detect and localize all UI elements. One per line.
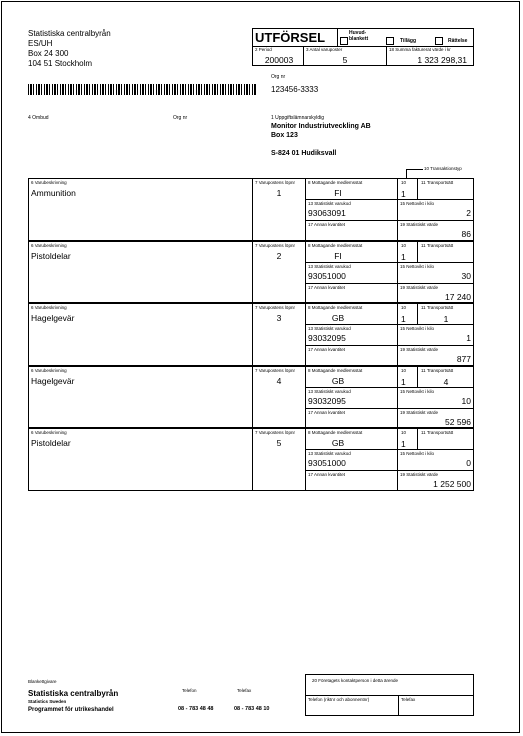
item-transaction-type: 1 (401, 189, 406, 199)
mottagande-label: 8 Mottagande medlemsstat (308, 305, 363, 311)
kontakt-label: 20 Företagets kontaktperson i detta ärende (312, 678, 399, 683)
tillagg-checkbox[interactable] (386, 37, 394, 45)
item-net-weight: 30 (461, 270, 471, 281)
kontakt-box (305, 674, 474, 716)
ten-label: 10 (401, 180, 407, 185)
tillagg-label: Tillägg (400, 38, 417, 44)
item-commodity-code: 93051000 (308, 458, 346, 469)
item-value: 52 596 (445, 416, 471, 427)
varde-label: 19 Statistiskt värde (400, 222, 439, 227)
kontakt-telefon-label: Telefon (riktnr och abonnentnr) (308, 697, 370, 702)
items-table (28, 178, 474, 492)
antal-value: 5 (342, 55, 348, 65)
varupost-label: 7 Varupostens löpnr (255, 430, 295, 436)
item-country: FI (334, 250, 342, 261)
mottagande-label: 8 Mottagande medlemsstat (308, 367, 363, 373)
item-description: Hagelgevär (31, 375, 75, 386)
item-number: 4 (276, 375, 282, 386)
item-transaction-type: 1 (401, 314, 406, 325)
telefax-value: 08 - 783 48 10 (234, 706, 270, 712)
item-transport: 1 (443, 314, 449, 325)
orgnr-value: 123456-3333 (271, 85, 319, 94)
transportsatt-label: 11 Transportsätt (421, 367, 454, 373)
transportsatt-label: 11 Transportsätt (421, 180, 454, 185)
mottagande-label: 8 Mottagande medlemsstat (308, 180, 363, 185)
header-box (252, 28, 474, 66)
varubeskrivning-label: 6 Varubeskrivning (31, 430, 67, 436)
transportsatt-label: 11 Transportsätt (421, 305, 454, 311)
item-transaction-type: 1 (401, 376, 406, 387)
item-transport: 4 (443, 376, 449, 387)
item-country: FI (334, 188, 342, 198)
form-title: UTFÖRSEL (255, 30, 326, 45)
sender-unit: ES/UH (28, 39, 53, 48)
telefax-label: Telefax (237, 688, 252, 693)
nettovikt-label: 15 Nettovikt i kilo (400, 326, 435, 332)
mottagande-label: 8 Mottagande medlemsstat (308, 430, 363, 436)
mottagande-label: 8 Mottagande medlemsstat (308, 242, 363, 248)
sender-city: 104 51 Stockholm (28, 59, 93, 68)
varukod-label: 13 Statistiskt varukod (308, 326, 351, 332)
annan-label: 17 Annan kvantitet (308, 222, 346, 227)
item-number: 5 (276, 438, 282, 449)
nettovikt-label: 15 Nettovikt i kilo (400, 263, 435, 269)
varukod-label: 13 Statistiskt varukod (308, 388, 351, 394)
rattelse-label: Rättelse (448, 38, 468, 44)
huvudblankett-label: Huvud- blankett (349, 30, 369, 42)
ombud-orgnr-label: Org nr (173, 115, 188, 121)
annan-label: 17 Annan kvantitet (308, 472, 346, 478)
item-number: 3 (276, 313, 282, 324)
item-country: GB (331, 375, 345, 386)
uppgift-box: Box 123 (271, 132, 298, 139)
item-description: Ammunition (31, 188, 76, 198)
sender-address (28, 29, 158, 69)
item-country: GB (331, 438, 345, 449)
annan-label: 17 Annan kvantitet (308, 347, 346, 353)
item-description: Pistoldelar (31, 438, 71, 449)
varupost-label: 7 Varupostens löpnr (255, 180, 295, 185)
transportsatt-label: 11 Transportsätt (421, 242, 454, 248)
varde-label: 19 Statistiskt värde (400, 409, 439, 415)
varde-label: 19 Statistiskt värde (400, 284, 439, 290)
period-label: 2 Period (255, 47, 272, 52)
item-value: 86 (461, 229, 471, 239)
ten-label: 10 (401, 305, 407, 311)
sender-name: Statistiska centralbyrån (28, 29, 111, 38)
varupost-label: 7 Varupostens löpnr (255, 305, 295, 311)
item-net-weight: 0 (466, 458, 471, 469)
varukod-label: 13 Statistiskt varukod (308, 201, 351, 206)
item-commodity-code: 93051000 (308, 270, 346, 281)
transportsatt-label: 11 Transportsätt (421, 430, 454, 436)
annan-label: 17 Annan kvantitet (308, 409, 346, 415)
item-value: 17 240 (445, 291, 471, 302)
program-name: Programmet för utrikeshandel (28, 707, 114, 713)
barcode (28, 84, 256, 95)
varde-label: 19 Statistiskt värde (400, 347, 439, 353)
item-commodity-code: 93032095 (308, 395, 346, 406)
antal-label: 3 Antal varuposter (306, 47, 343, 52)
varubeskrivning-label: 6 Varubeskrivning (31, 367, 67, 373)
item-transaction-type: 1 (401, 439, 406, 450)
summa-value: 1 323 298,31 (417, 55, 467, 65)
sender-box: Box 24 300 (28, 49, 69, 58)
uppgift-name: Monitor Industriutveckling AB (271, 123, 371, 130)
nettovikt-label: 15 Nettovikt i kilo (400, 201, 435, 206)
rattelse-checkbox[interactable] (435, 37, 443, 45)
item-commodity-code: 93032095 (308, 333, 346, 344)
uppgift-label: 1 Uppgiftslämnarskyldig (271, 115, 325, 121)
annan-label: 17 Annan kvantitet (308, 284, 346, 290)
item-transaction-type: 1 (401, 251, 406, 262)
varubeskrivning-label: 6 Varubeskrivning (31, 180, 67, 185)
ombud-label: 4 Ombud (28, 115, 49, 121)
varukod-label: 13 Statistiskt varukod (308, 263, 351, 269)
nettovikt-label: 15 Nettovikt i kilo (400, 388, 435, 394)
varupost-label: 7 Varupostens löpnr (255, 367, 295, 373)
item-number: 1 (276, 188, 282, 198)
period-value: 200003 (264, 55, 294, 65)
blankettgivare-label: Blankettgivare (28, 679, 57, 684)
uppgift-address (271, 122, 371, 158)
summa-label: 18 Summa fakturerat värde i kr (389, 47, 451, 52)
item-commodity-code: 93063091 (308, 208, 346, 218)
huvudblankett-checkbox[interactable] (340, 37, 348, 45)
scb-name: Statistiska centralbyrån (28, 689, 119, 698)
nettovikt-label: 15 Nettovikt i kilo (400, 451, 435, 457)
kontakt-telefax-label: Telefax (401, 697, 416, 702)
ten-label: 10 (401, 242, 407, 248)
varupost-label: 7 Varupostens löpnr (255, 242, 295, 248)
ten-label: 10 (401, 367, 407, 373)
uppgift-city: S-824 01 Hudiksvall (271, 150, 337, 157)
varukod-label: 13 Statistiskt varukod (308, 451, 351, 457)
item-net-weight: 10 (461, 395, 471, 406)
varubeskrivning-label: 6 Varubeskrivning (31, 242, 67, 248)
item-description: Hagelgevär (31, 313, 75, 324)
telefon-label: Telefon (182, 688, 197, 693)
item-country: GB (331, 313, 345, 324)
item-net-weight: 1 (466, 333, 471, 344)
item-net-weight: 2 (466, 208, 471, 218)
ten-label: 10 (401, 430, 407, 436)
telefon-value: 08 - 783 48 48 (178, 706, 214, 712)
item-number: 2 (276, 250, 282, 261)
item-description: Pistoldelar (31, 250, 71, 261)
item-value: 877 (456, 354, 471, 365)
item-value: 1 252 500 (433, 479, 471, 490)
varde-label: 19 Statistiskt värde (400, 472, 439, 478)
orgnr-label: Org nr (271, 74, 286, 80)
varubeskrivning-label: 6 Varubeskrivning (31, 305, 67, 311)
scb-english: Statistics Sweden (28, 699, 67, 704)
transaktionstyp-label: 10 Transaktionstyp (424, 166, 462, 171)
